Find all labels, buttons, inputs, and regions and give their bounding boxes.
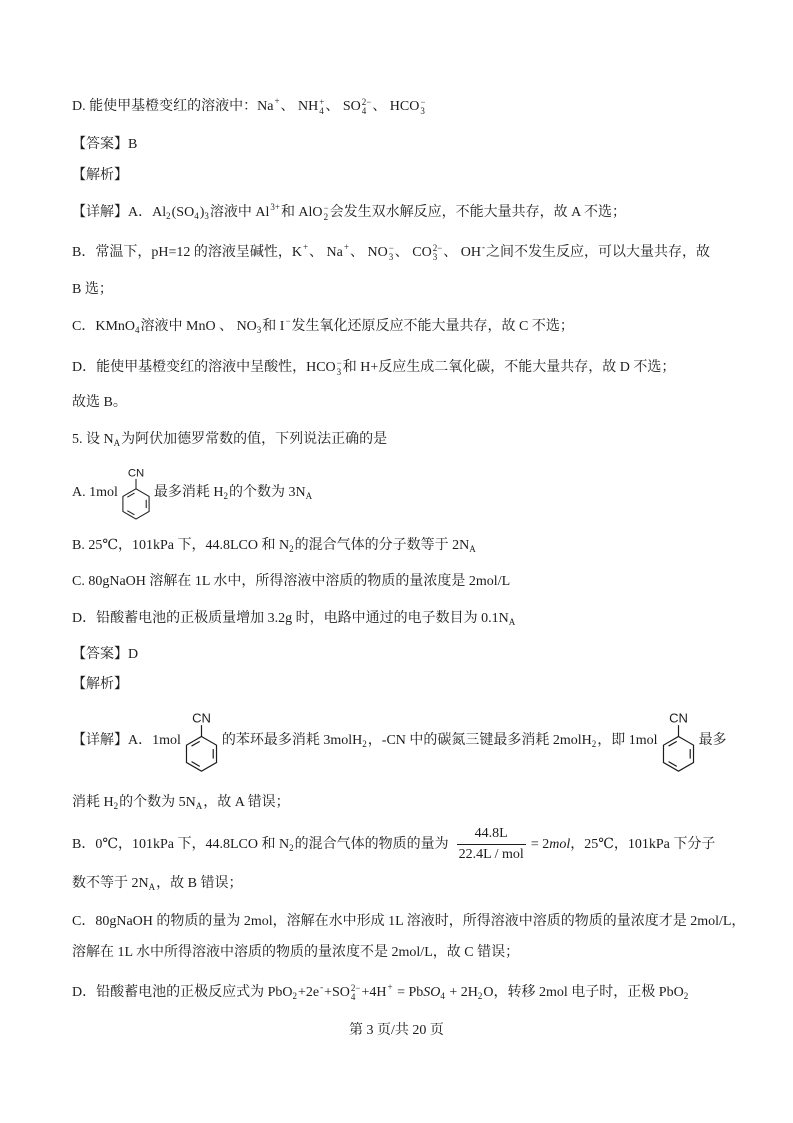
explanation-a-2-continued <box>72 793 290 813</box>
explanation-c-2-continued <box>72 943 519 963</box>
text-run: B 选； <box>72 282 113 297</box>
text-run: + 2H <box>445 985 478 1000</box>
text-run: 和 AlO <box>280 205 323 220</box>
text-run: 【答案】B <box>72 137 138 152</box>
formula-charge-script <box>389 244 394 262</box>
benzene-ring <box>663 737 693 772</box>
text-run: 【解析】 <box>72 677 128 692</box>
text-run: 【解析】 <box>72 168 128 183</box>
text-run: 、 NO <box>349 245 388 260</box>
formula-charge-script <box>337 359 342 377</box>
subscript: 2 <box>292 991 298 1001</box>
formula-charge-script <box>324 204 329 222</box>
formula-charge-script <box>433 244 443 262</box>
prev-question-option-d <box>72 97 426 121</box>
text-run: 和 I <box>262 319 285 334</box>
subscript: 2 <box>323 212 329 222</box>
benzonitrile-icon <box>659 711 698 775</box>
text-run: ，故 A 错误； <box>203 795 290 810</box>
answer-2 <box>72 645 138 665</box>
text-run: D. 能使甲基橙变红的溶液中：Na <box>72 99 274 114</box>
formula-charge-script <box>351 984 361 1002</box>
superscript: + <box>302 242 309 252</box>
text-run: 的个数为 3N <box>229 485 306 500</box>
italic-text: SO <box>423 985 441 1000</box>
text-run: ，25℃，101kPa 下分子 <box>570 837 716 852</box>
analysis-heading-1 <box>72 166 128 186</box>
benzonitrile-structure <box>181 710 222 751</box>
text-run: 的混合气体的物质的量为 <box>294 837 449 852</box>
text-run: = 2 <box>530 837 550 852</box>
text-run: A. 1mol <box>72 485 118 500</box>
text-run: 会发生双水解反应，不能大量共存，故 A 不选； <box>329 205 626 220</box>
text-run: 、 OH <box>443 245 482 260</box>
text-run: 、 HCO <box>372 99 420 114</box>
subscript: 3 <box>388 252 394 262</box>
text-run: 的苯环最多消耗 3molH <box>221 733 363 748</box>
superscript: + <box>274 96 280 106</box>
superscript: + <box>343 242 349 252</box>
subscript: 2 <box>113 801 119 811</box>
explanation-d-1 <box>72 358 675 382</box>
explanation-c-1 <box>72 317 574 337</box>
text-run: 和 H+反应生成二氧化碳，不能大量共存，故 D 不选； <box>342 360 676 375</box>
text-run: (SO <box>171 205 195 220</box>
question-5-option-d <box>72 609 516 629</box>
benzonitrile-icon <box>119 467 153 522</box>
text-run: D．能使甲基橙变红的溶液中呈酸性，HCO <box>72 360 336 375</box>
text-run: 、 NH <box>280 99 319 114</box>
fraction <box>457 825 526 864</box>
text-run: ，即 1mol <box>597 733 658 748</box>
question-5-option-b <box>72 536 477 556</box>
text-run: D．铅酸蓄电池的正极反应式为 PbO <box>72 985 293 1000</box>
text-run: +SO <box>324 985 350 1000</box>
benzene-ring <box>186 737 216 772</box>
formula-charge-script <box>362 98 372 116</box>
text-run: 、 CO <box>394 245 432 260</box>
text-run: 【详解】A．Al <box>72 205 167 220</box>
subscript: 4 <box>319 106 324 116</box>
explanation-b-1 <box>72 243 710 267</box>
analysis-heading-2 <box>72 675 128 695</box>
subscript: A <box>113 438 121 448</box>
text-run: 的混合气体的分子数等于 2N <box>294 538 470 553</box>
subscript: 4 <box>440 991 445 1001</box>
text-run: D．铅酸蓄电池的正极质量增加 3.2g 时，电路中通过的电子数目为 0.1N <box>72 611 509 626</box>
subscript: 2 <box>166 211 171 221</box>
subscript: 4 <box>194 211 199 221</box>
benzene-ring <box>123 489 149 519</box>
cn-group-label: CN <box>127 467 145 480</box>
text-run: ) <box>199 205 205 220</box>
explanation-b-1-continued <box>72 280 113 300</box>
text-run: 溶解在 1L 水中所得溶液中溶质的物质的量浓度不是 2mol/L，故 C 错误； <box>72 945 520 960</box>
text-run: 发生氧化还原反应不能大量共存，故 C 不选； <box>291 319 574 334</box>
subscript: 3 <box>420 106 425 116</box>
text-run: 、 Na <box>309 245 343 260</box>
superscript: − <box>285 316 291 326</box>
italic-text: mol <box>549 837 571 852</box>
formula-charge-script <box>420 98 425 116</box>
superscript: + <box>319 97 325 107</box>
explanation-b-2-continued <box>72 874 242 894</box>
text-run: 最多消耗 H <box>153 485 224 500</box>
subscript: 3 <box>432 252 438 262</box>
cn-group-label: CN <box>192 710 211 726</box>
text-run: C．KMnO <box>72 319 136 334</box>
text-run: O，转移 2mol 电子时，正极 PbO <box>483 985 684 1000</box>
question-5-option-a <box>72 467 313 503</box>
text-run: 为阿伏加德罗常数的值，下列说法正确的是 <box>121 432 388 447</box>
text-run: 溶液中 Al <box>209 205 270 220</box>
formula-charge-script <box>319 98 324 116</box>
subscript: A <box>305 491 313 501</box>
superscript: + <box>387 982 393 992</box>
fraction-denominator: 22.4L / mol <box>458 847 524 863</box>
superscript: − <box>420 97 426 107</box>
text-run: C. 80gNaOH 溶解在 1L 水中，所得溶液中溶质的物质的量浓度是 2mol/L <box>72 574 511 589</box>
subscript: 4 <box>350 992 356 1002</box>
subscript: 2 <box>289 544 294 554</box>
text-run: B．0℃，101kPa 下，44.8LCO 和 N <box>72 837 290 852</box>
text-run: 之间不发生反应，可以大量共存，故 <box>486 245 711 260</box>
text-run: B. 25℃，101kPa 下，44.8LCO 和 N <box>72 538 290 553</box>
subscript: 2 <box>683 991 689 1001</box>
subscript: 2 <box>591 739 597 749</box>
explanation-b-2 <box>72 826 716 863</box>
text-run: +4H <box>361 985 387 1000</box>
text-run: 【答案】D <box>72 647 139 662</box>
explanation-c-2 <box>72 912 745 932</box>
subscript: 4 <box>135 325 140 335</box>
text-run: = Pb <box>393 985 424 1000</box>
superscript: 3+ <box>270 202 280 212</box>
subscript: A <box>508 617 516 627</box>
text-run: C．80gNaOH 的物质的量为 2mol，溶解在水中形成 1L 溶液时，所得溶液中溶质的物质的量浓度才是 2mol/L， <box>72 914 746 929</box>
subscript: 2 <box>223 491 229 501</box>
answer-1 <box>72 135 137 155</box>
explanation-d-2 <box>72 983 689 1007</box>
text-run: ，-CN 中的碳氮三键最多消耗 2molH <box>367 733 592 748</box>
superscript: − <box>336 358 342 368</box>
conclusion-1 <box>72 393 127 413</box>
superscript: - <box>482 242 486 252</box>
question-5-option-c <box>72 572 510 592</box>
superscript: 2− <box>361 97 372 107</box>
subscript: A <box>469 544 476 554</box>
subscript: 3 <box>204 211 209 221</box>
text-run: 5. 设 N <box>72 432 114 447</box>
subscript: 2 <box>362 739 367 749</box>
text-run: +2e <box>298 985 320 1000</box>
text-run: 消耗 H <box>72 795 114 810</box>
subscript: A <box>195 801 203 811</box>
benzonitrile-icon <box>182 711 221 775</box>
benzonitrile-structure <box>658 710 699 751</box>
subscript: 4 <box>361 106 367 116</box>
superscript: 2− <box>432 243 443 253</box>
text-run: 、 SO <box>325 99 361 114</box>
subscript: 3 <box>256 325 262 335</box>
superscript: − <box>388 243 394 253</box>
subscript: A <box>148 882 156 892</box>
text-run: 故选 B。 <box>72 395 127 410</box>
text-run: 数不等于 2N <box>72 876 149 891</box>
text-run: ，故 B 错误； <box>156 876 243 891</box>
text-run: 最多 <box>698 733 727 748</box>
text-run: 溶液中 MnO 、 NO <box>140 319 257 334</box>
fraction-numerator: 44.8L <box>457 825 526 845</box>
superscript: - <box>320 982 324 992</box>
subscript: 2 <box>477 991 483 1001</box>
subscript: 2 <box>289 843 294 853</box>
benzonitrile-structure <box>118 467 154 503</box>
superscript: 2− <box>350 983 361 993</box>
page-footer: 第 3 页/共 20 页 <box>349 1023 444 1038</box>
text-run: 【详解】A．1mol <box>72 733 181 748</box>
superscript: − <box>323 203 329 213</box>
question-5-stem <box>72 430 387 450</box>
explanation-a-1 <box>72 203 626 227</box>
cn-group-label: CN <box>668 710 688 726</box>
explanation-a-2 <box>72 710 727 751</box>
text-run: B．常温下，pH=12 的溶液呈碱性，K <box>72 245 302 260</box>
subscript: 3 <box>336 367 342 377</box>
text-run: 的个数为 5N <box>119 795 196 810</box>
